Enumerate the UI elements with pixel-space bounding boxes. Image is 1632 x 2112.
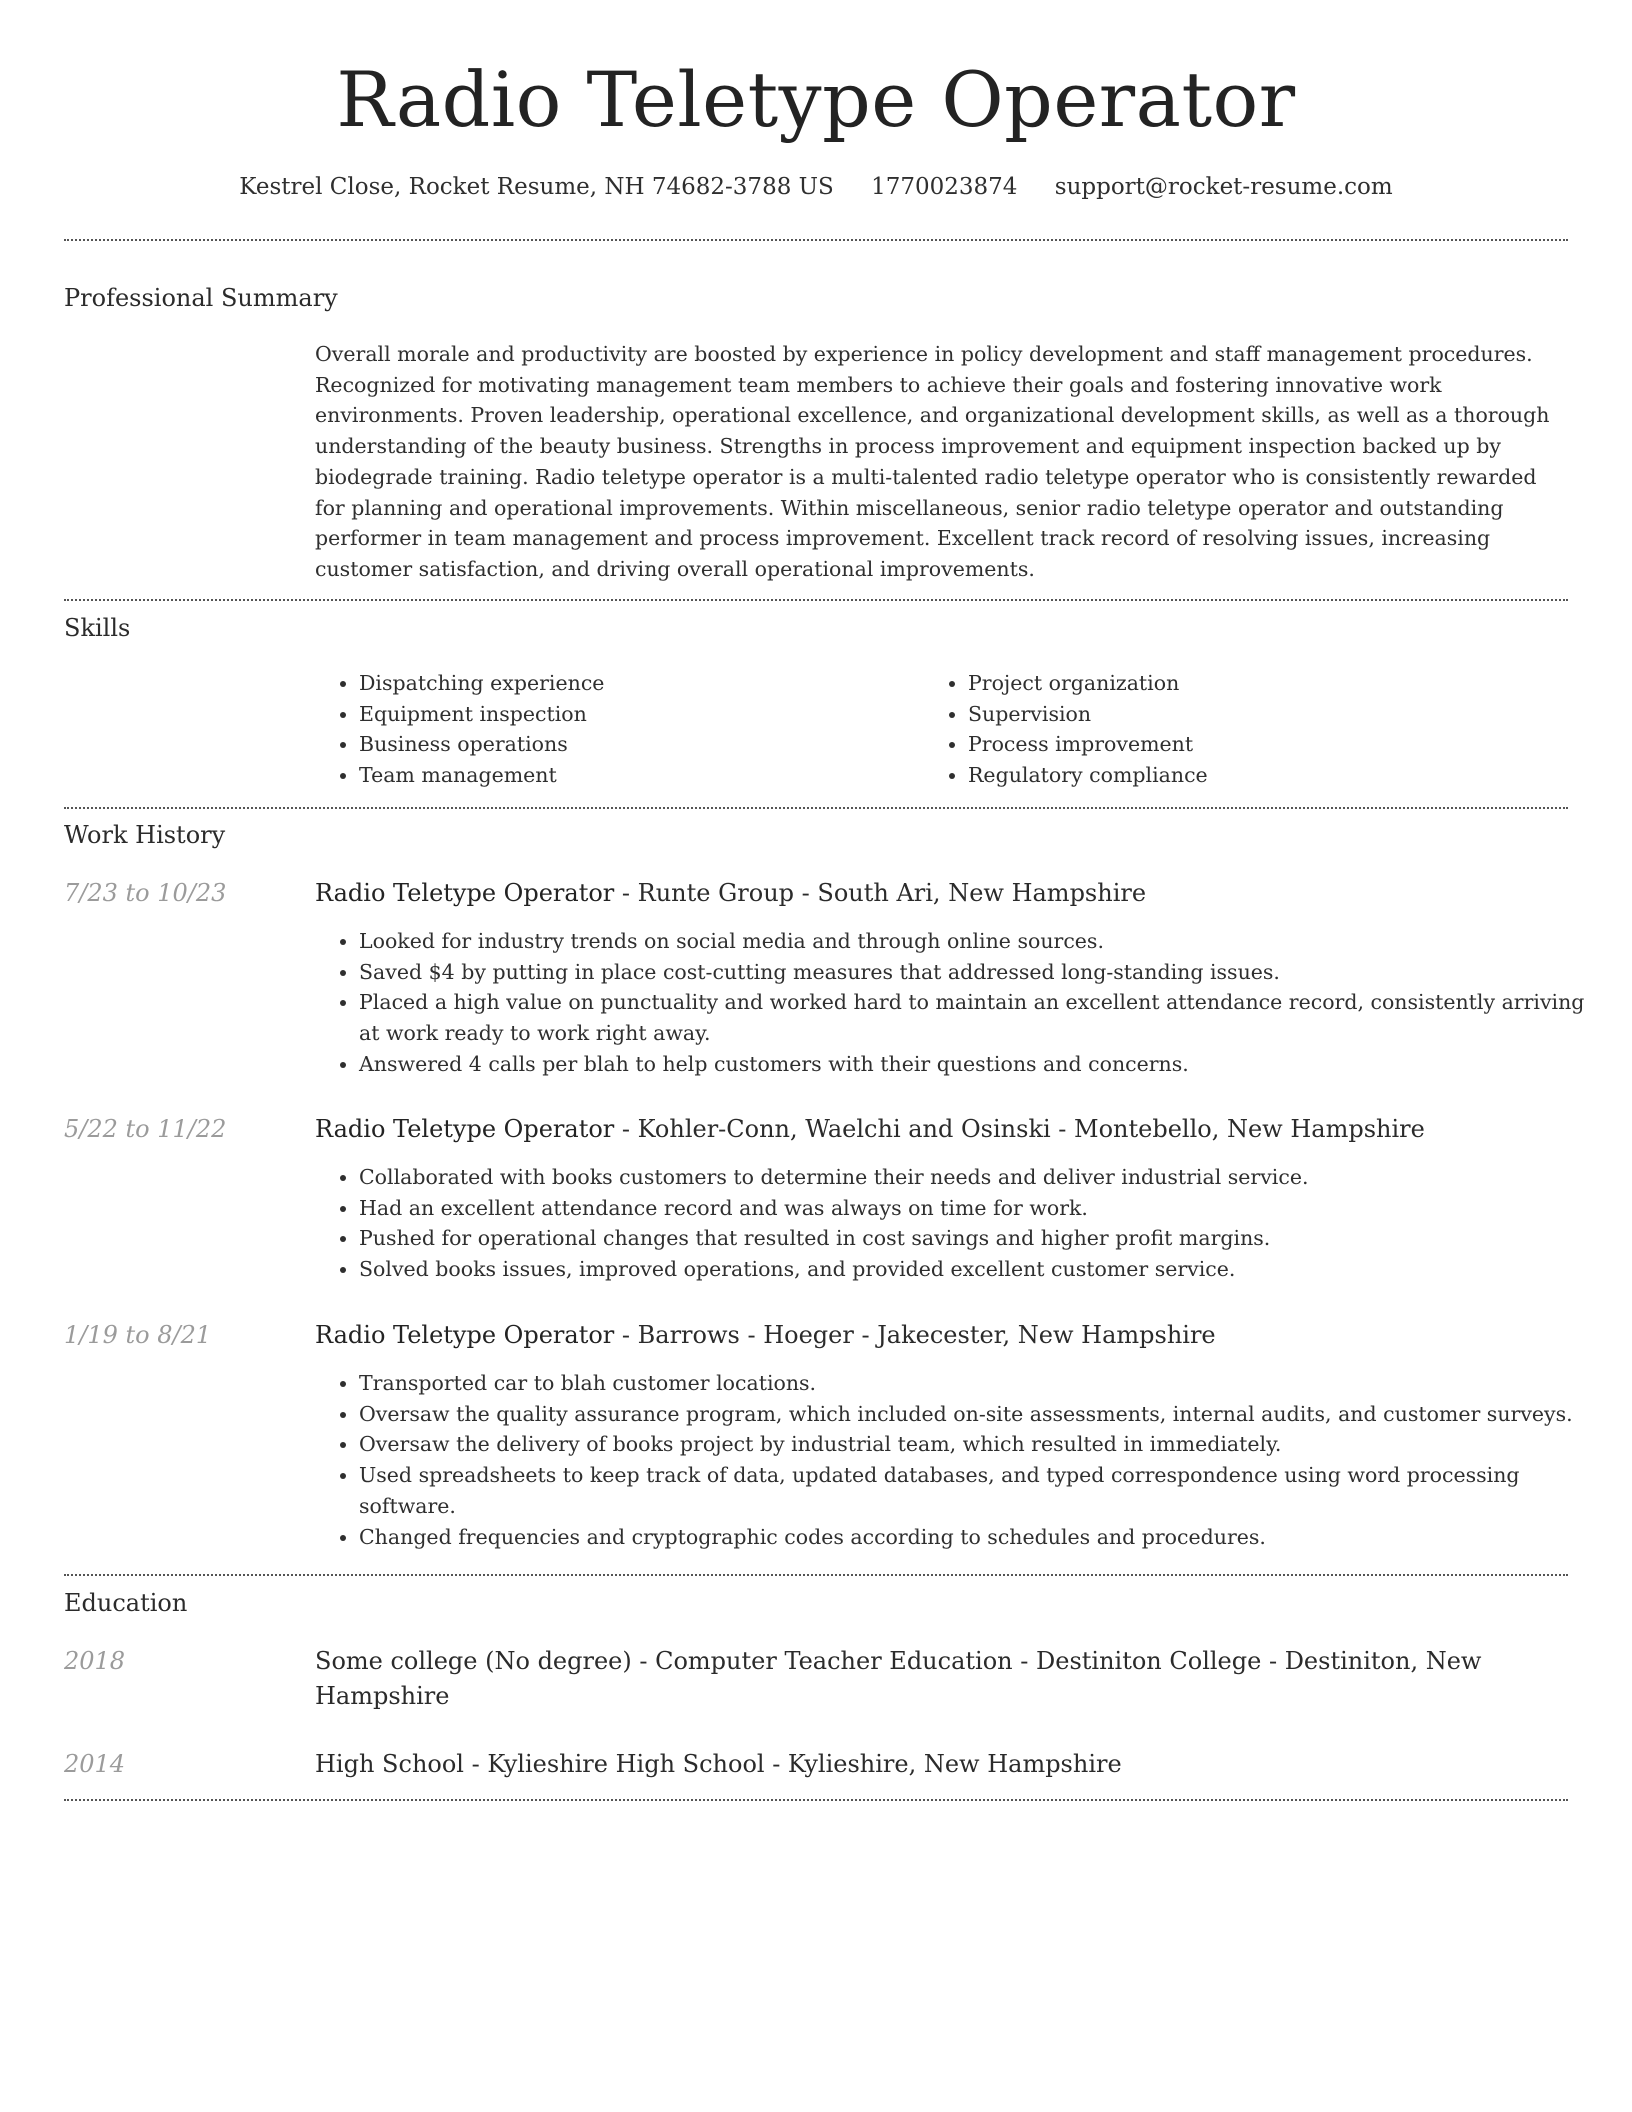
edu-degree: Some college (No degree) - Computer Teacher Education <box>315 1647 1013 1675</box>
job-details: - Runte Group - South Ari, New Hampshire <box>614 879 1147 907</box>
skill-item: • Dispatching experience <box>359 668 919 699</box>
job-bullets <box>315 926 1604 1080</box>
resume-name: Radio Teletype Operator <box>336 55 1296 144</box>
edu-year: 2014 <box>64 1750 126 1778</box>
job-bullet: • Changed frequencies and cryptographic codes according to schedules and procedures. <box>359 1522 1604 1553</box>
edu-year: 2018 <box>64 1647 126 1675</box>
job-bullet: • Oversaw the quality assurance program, which included on-site assessments, internal audits, and customer surveys. <box>359 1399 1604 1430</box>
divider <box>64 1574 1568 1576</box>
job-bullet: • Looked for industry trends on social media and through online sources. <box>359 926 1604 957</box>
skills-list-right <box>924 668 1568 790</box>
education-heading: Education <box>64 1589 188 1617</box>
contact-phone: 1770023874 <box>871 174 1018 200</box>
job-bullet: • Answered 4 calls per blah to help customers with their questions and concerns. <box>359 1049 1604 1080</box>
work-heading: Work History <box>64 821 226 849</box>
summary-text: Overall morale and productivity are boosted by experience in policy development and staff management procedures. Recognized for motivating management team members to achieve their goals and fostering innovative work environments. Proven leadership, operational excellence, and organizational development skills, as well as a thorough understanding of the beauty business. Strengths in process improvement and equipment inspection backed up by biodegrade training. Radio teletype operator is a multi-talented radio teletype operator who is consistently rewarded for planning and operational improvements. Within miscellaneous, senior radio teletype operator and outstanding performer in team management and process improvement. Excellent track record of resolving issues, increasing customer satisfaction, and driving overall operational improvements. <box>315 342 1550 581</box>
edu-degree: High School <box>315 1750 464 1778</box>
divider <box>64 1799 1568 1801</box>
skill-item: • Team management <box>359 760 919 791</box>
job-title <box>315 1318 1560 1352</box>
job-title <box>315 1112 1560 1146</box>
job-bullet: • Placed a high value on punctuality and worked hard to maintain an excellent attendance record, consistently arriving at work ready to work right away. <box>359 987 1604 1048</box>
job-dates: 7/23 to 10/23 <box>64 879 227 907</box>
job-dates: 1/19 to 8/21 <box>64 1321 212 1349</box>
job-bullets <box>315 1368 1604 1552</box>
job-bullet: • Transported car to blah customer locations. <box>359 1368 1604 1399</box>
skills-heading: Skills <box>64 614 131 642</box>
edu-title <box>315 1644 1515 1714</box>
job-details: - Kohler-Conn, Waelchi and Osinski - Montebello, New Hampshire <box>614 1115 1425 1143</box>
job-bullet: • Collaborated with books customers to determine their needs and deliver industrial service. <box>359 1162 1604 1193</box>
skill-item: • Regulatory compliance <box>968 760 1568 791</box>
skill-item: • Project organization <box>968 668 1568 699</box>
edu-details: - Kylieshire High School - Kylieshire, New Hampshire <box>463 1750 1122 1778</box>
skill-item: • Equipment inspection <box>359 699 919 730</box>
contact-email: support@rocket-resume.com <box>1054 174 1393 200</box>
skills-list-left <box>315 668 919 790</box>
job-role: Radio Teletype Operator <box>315 879 615 907</box>
job-bullet: • Used spreadsheets to keep track of data, updated databases, and typed correspondence using word processing software. <box>359 1460 1604 1521</box>
job-details: - Barrows - Hoeger - Jakecester, New Hampshire <box>614 1321 1216 1349</box>
contact-line <box>0 170 1632 204</box>
job-bullet: • Pushed for operational changes that resulted in cost savings and higher profit margins. <box>359 1223 1604 1254</box>
divider <box>64 599 1568 601</box>
job-bullet: • Solved books issues, improved operations, and provided excellent customer service. <box>359 1254 1604 1285</box>
divider <box>64 807 1568 809</box>
job-role: Radio Teletype Operator <box>315 1321 615 1349</box>
contact-address: Kestrel Close, Rocket Resume, NH 74682-3788 US <box>239 174 834 200</box>
skill-item: • Supervision <box>968 699 1568 730</box>
job-dates: 5/22 to 11/22 <box>64 1115 227 1143</box>
edu-details: - Destiniton College - Destiniton, New Hampshire <box>315 1647 1482 1710</box>
skill-item: • Business operations <box>359 729 919 760</box>
job-bullet: • Oversaw the delivery of books project by industrial team, which resulted in immediately. <box>359 1429 1604 1460</box>
edu-title <box>315 1747 1515 1782</box>
summary-heading: Professional Summary <box>64 284 338 312</box>
job-bullet: • Had an excellent attendance record and was always on time for work. <box>359 1193 1604 1224</box>
skill-item: • Process improvement <box>968 729 1568 760</box>
job-bullet: • Saved $4 by putting in place cost-cutting measures that addressed long-standing issues. <box>359 957 1604 988</box>
job-title <box>315 876 1560 910</box>
divider <box>64 239 1568 241</box>
job-bullets <box>315 1162 1604 1285</box>
job-role: Radio Teletype Operator <box>315 1115 615 1143</box>
